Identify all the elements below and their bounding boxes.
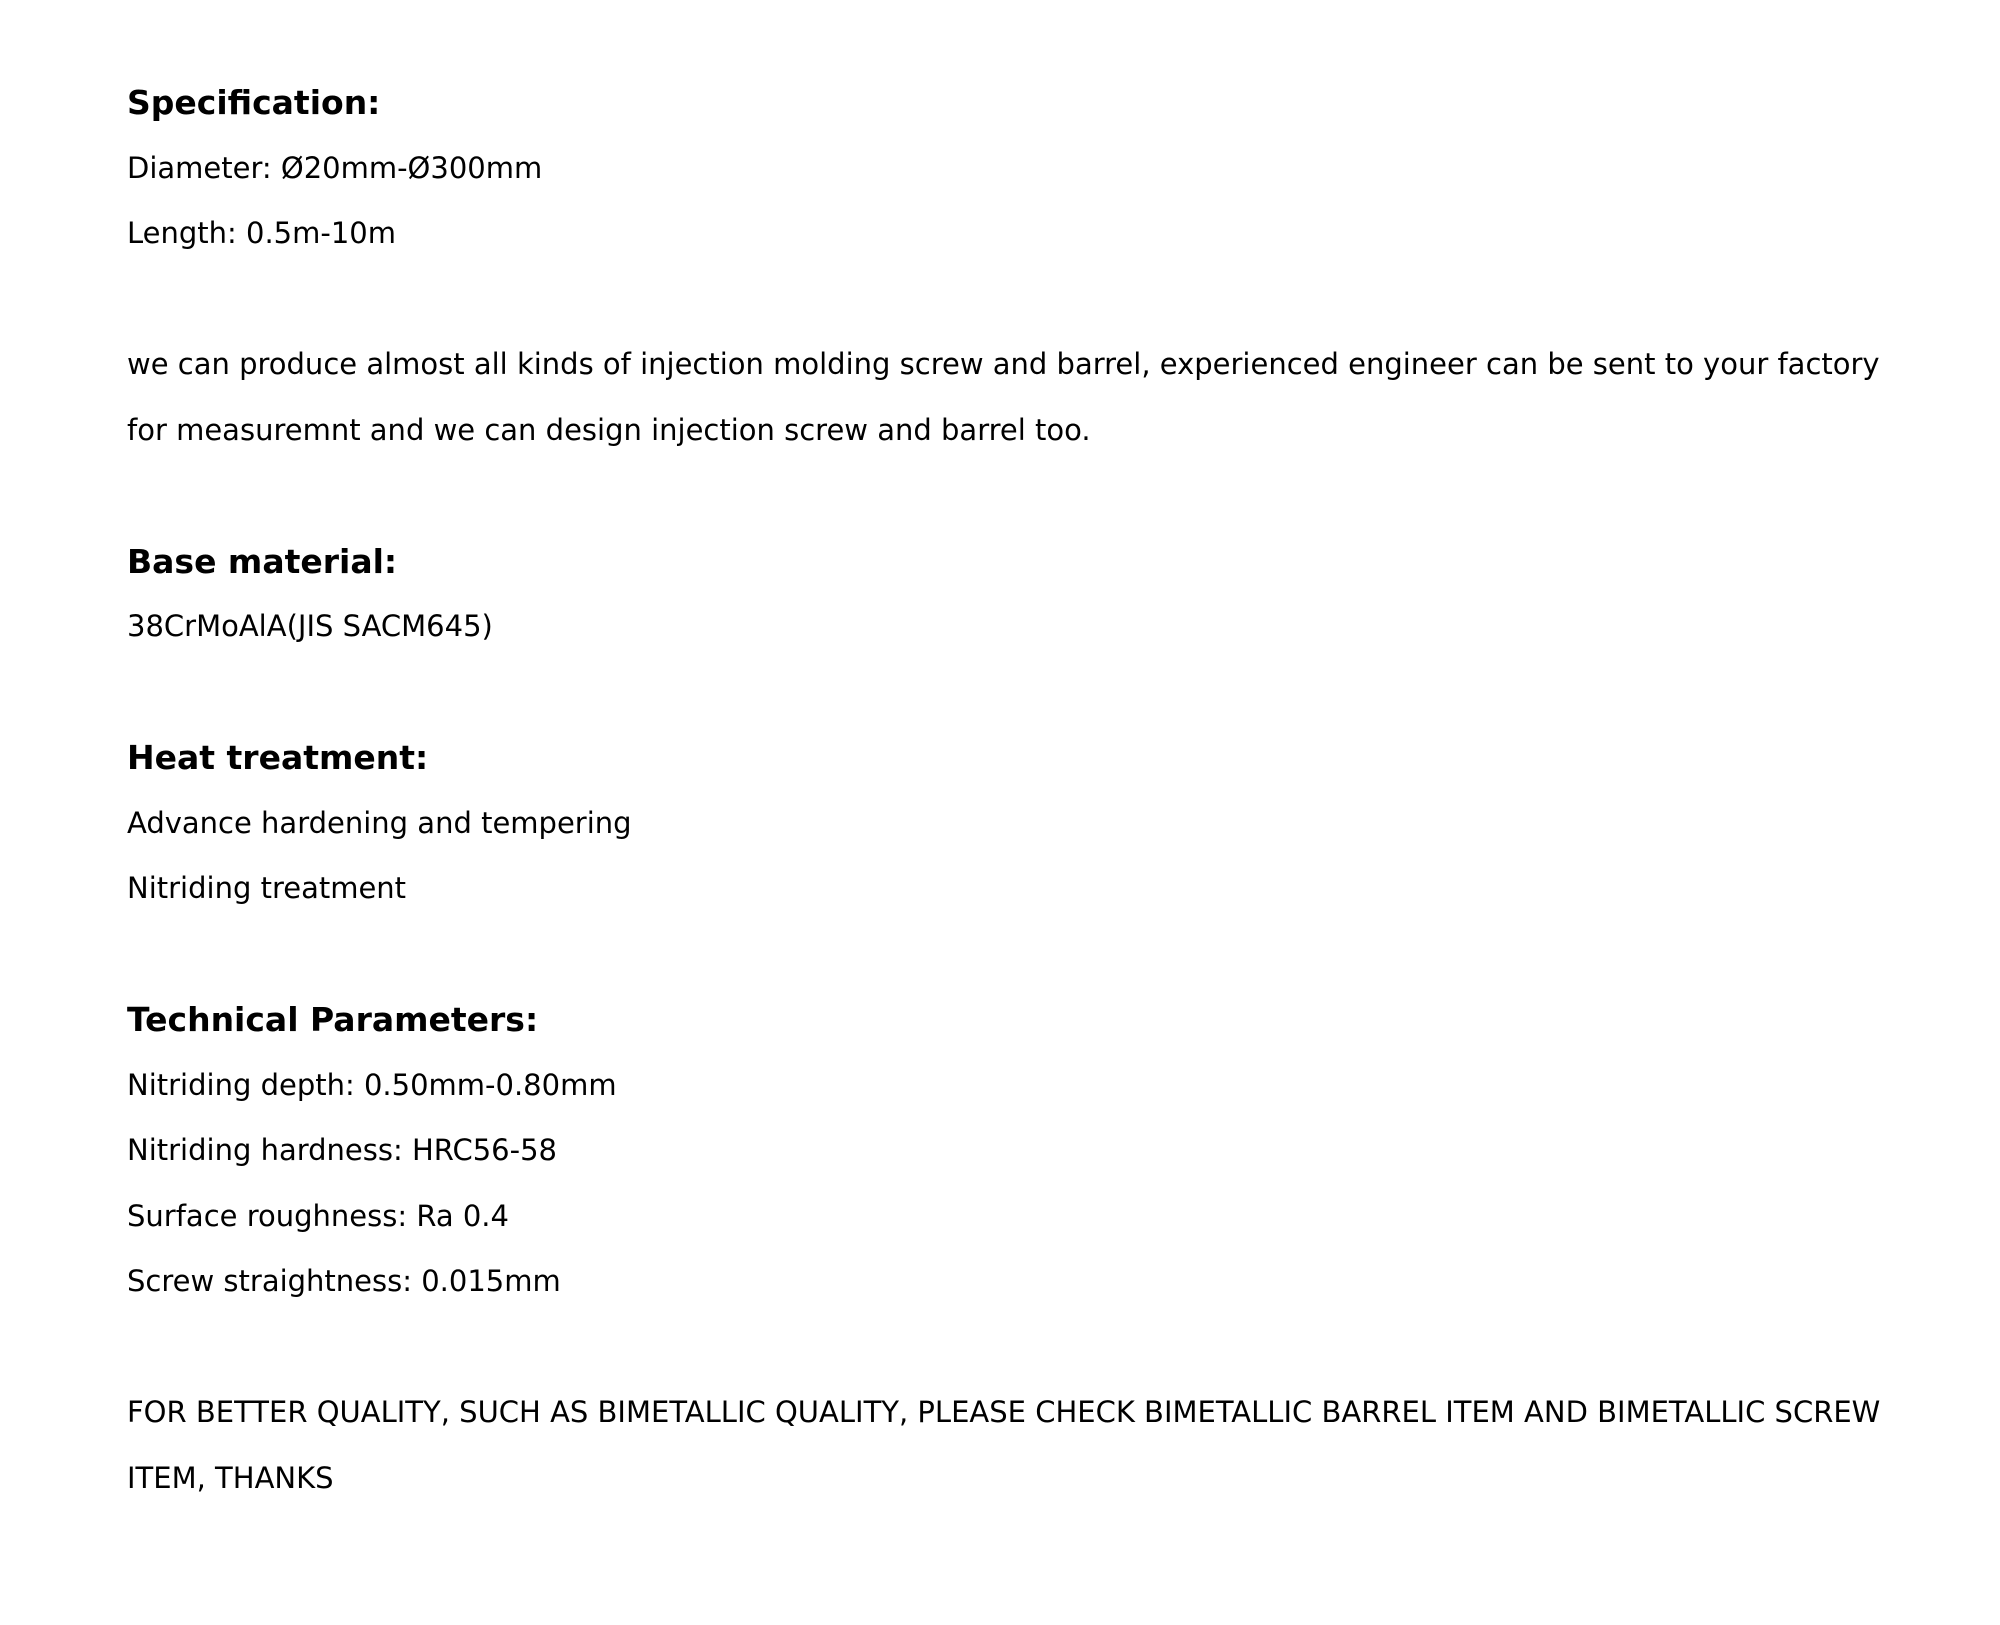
- spacer: [127, 922, 1907, 988]
- technical-parameter-item: Nitriding depth: 0.50mm-0.80mm: [127, 1067, 617, 1102]
- technical-parameter-item: Surface roughness: Ra 0.4: [127, 1198, 509, 1233]
- spacer: [127, 660, 1907, 726]
- technical-parameter-item: Nitriding hardness: HRC56-58: [127, 1133, 558, 1167]
- technical-parameters-heading: Technical Parameters:: [127, 1000, 539, 1039]
- base-material-heading: Base material:: [127, 541, 398, 581]
- quality-note: FOR BETTER QUALITY, SUCH AS BIMETALLIC QUALITY, PLEASE CHECK BIMETALLIC BARREL ITEM AND BIMETALLIC SCREW ITEM, THANKS: [127, 1395, 1881, 1495]
- heat-treatment-item: Advance hardening and tempering: [127, 805, 632, 840]
- diameter-text: Diameter: Ø20mm-Ø300mm: [127, 150, 543, 185]
- base-material-value: 38CrMoAlA(JIS SACM645): [127, 609, 493, 643]
- heat-treatment-item: Nitriding treatment: [127, 871, 407, 905]
- product-description: [127, 70, 1907, 1511]
- technical-parameter-item: Screw straightness: 0.015mm: [127, 1264, 561, 1298]
- specification-heading: Specification:: [127, 83, 381, 122]
- spacer: [127, 267, 1907, 333]
- spacer: [127, 463, 1907, 529]
- length-text: Length: 0.5m-10m: [127, 216, 397, 250]
- intro-paragraph: we can produce almost all kinds of injection molding screw and barrel, experienced engineer can be sent to your factory for measuremnt and we can design injection screw and barrel too.: [127, 347, 1880, 447]
- spacer: [127, 1315, 1907, 1381]
- heat-treatment-heading: Heat treatment:: [127, 738, 429, 777]
